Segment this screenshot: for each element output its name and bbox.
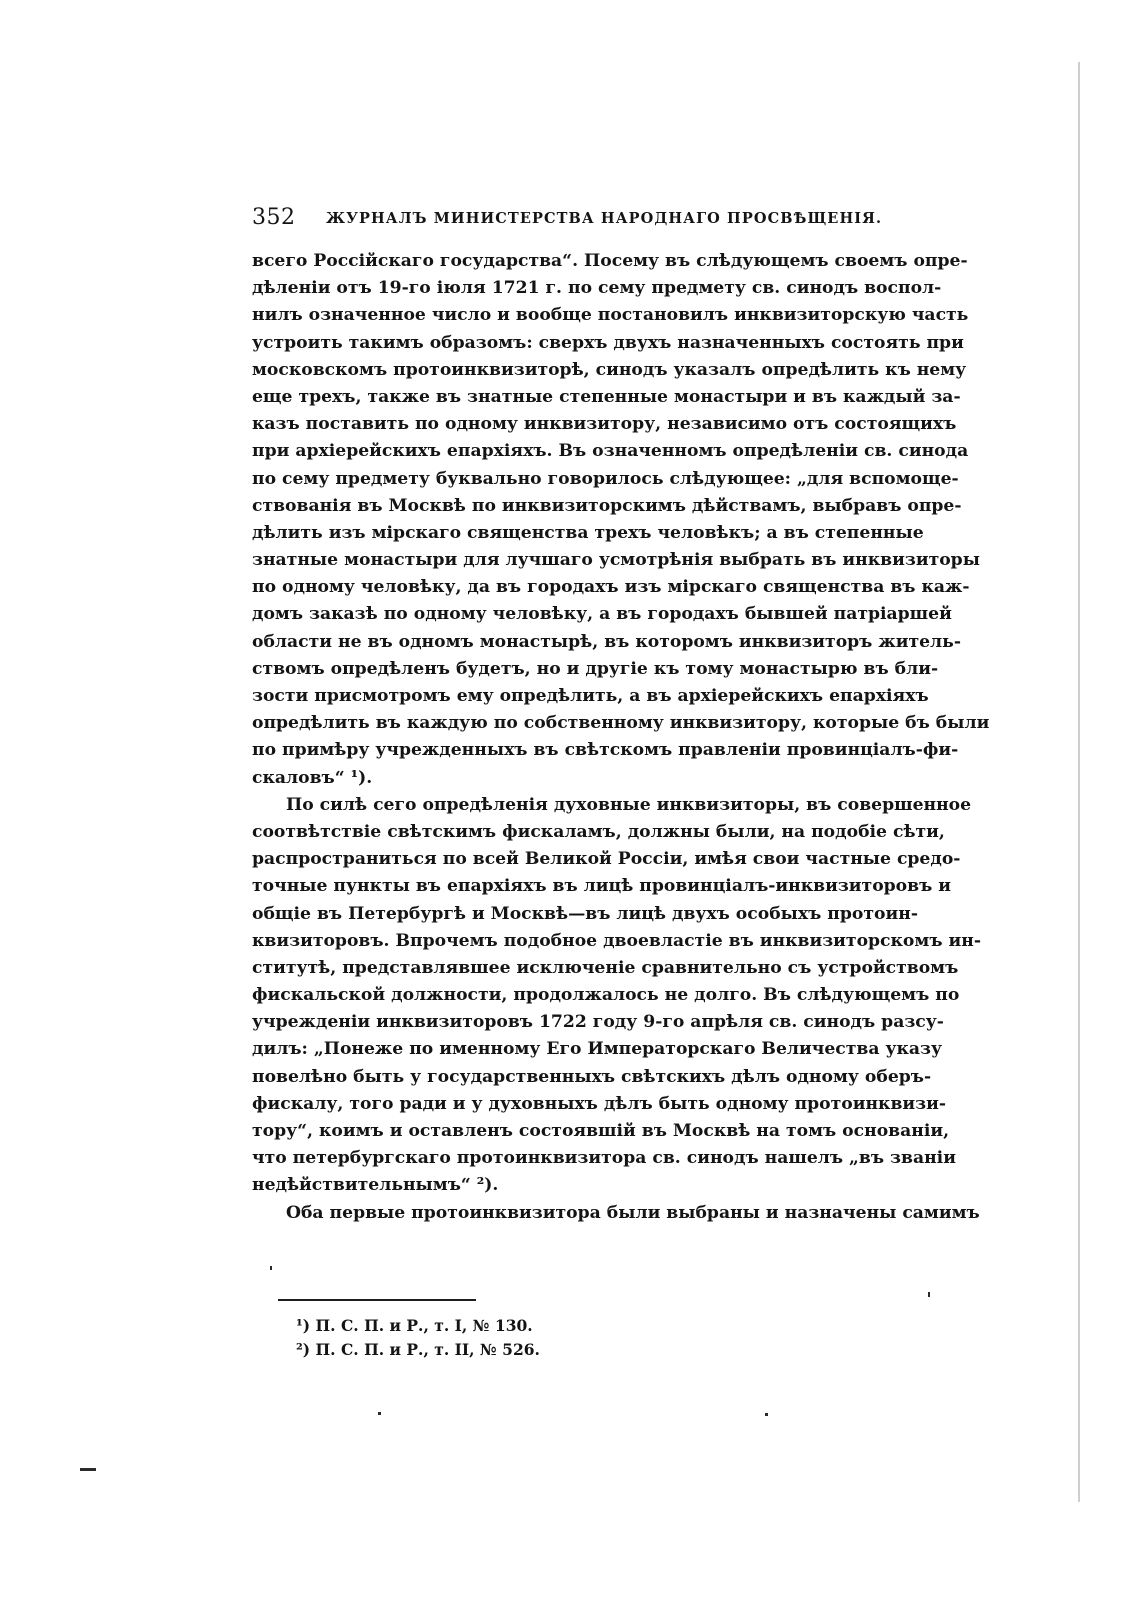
text-line: недѣйствительнымъ“ ²). — [252, 1175, 499, 1196]
page-header — [252, 205, 882, 235]
text-line: фискальской должности, продолжалось не долго. Въ слѣдующемъ по — [252, 985, 960, 1006]
text-line: ститутѣ, представлявшее исключеніе сравнительно съ устройствомъ — [252, 957, 959, 978]
footnote-rule — [278, 1299, 476, 1301]
text-line: дѣленіи отъ 19-го іюля 1721 г. по сему предмету св. синодъ воспол- — [252, 278, 942, 299]
footnotes — [296, 1314, 656, 1362]
text-line: квизиторовъ. Впрочемъ подобное двоевластіе въ инквизиторскомъ ин- — [252, 930, 981, 951]
scan-speck — [928, 1292, 930, 1297]
text-line: домъ заказѣ по одному человѣку, а въ городахъ бывшей патріаршей — [252, 604, 952, 625]
page-number: 352 — [252, 205, 296, 230]
scan-mark — [80, 1468, 96, 1471]
text-line: ствованія въ Москвѣ по инквизиторскимъ дѣйствамъ, выбравъ опре- — [252, 495, 962, 516]
text-line: при архіерейскихъ епархіяхъ. Въ означенномъ опредѣленіи св. синода — [252, 441, 969, 462]
text-line: еще трехъ, также въ знатные степенные монастыри и въ каждый за- — [252, 386, 961, 407]
text-line: тору“, коимъ и оставленъ состоявшій въ Москвѣ на томъ основаніи, — [252, 1121, 950, 1141]
text-line: зости присмотромъ ему опредѣлить, а въ архіерейскихъ епархіяхъ — [252, 686, 929, 706]
text-line: дѣлить изъ мірскаго священства трехъ человѣкъ; а въ степенные — [252, 522, 924, 543]
text-line: по одному человѣку, да въ городахъ изъ мірскаго священства въ каж- — [252, 577, 970, 598]
text-line: точные пункты въ епархіяхъ въ лицѣ провинціалъ-инквизиторовъ и — [252, 876, 952, 897]
text-line: ствомъ опредѣленъ будетъ, но и другіе къ тому монастырю въ бли- — [252, 658, 939, 679]
scan-speck — [765, 1413, 768, 1416]
scan-speck — [378, 1412, 381, 1415]
text-line: области не въ одномъ монастырѣ, въ которомъ инквизиторъ житель- — [252, 631, 961, 652]
text-line: соотвѣтствіе свѣтскимъ фискаламъ, должны были, на подобіе сѣти, — [252, 821, 945, 842]
text-line: всего Россійскаго государства“. Посему въ слѣдующемъ своемъ опре- — [252, 251, 968, 271]
paragraph-first-line: По силѣ сего опредѣленія духовные инквизиторы, въ совершенное — [286, 794, 972, 815]
body-text — [252, 248, 990, 1227]
text-line: опредѣлить въ каждую по собственному инквизитору, которые бъ были — [252, 713, 990, 734]
text-line: что петербургскаго протоинквизитора св. синодъ нашелъ „въ званіи — [252, 1148, 956, 1169]
text-line: казъ поставить по одному инквизитору, независимо отъ состоящихъ — [252, 414, 957, 435]
text-line: устроить такимъ образомъ: сверхъ двухъ назначенныхъ состоять при — [252, 332, 964, 353]
footnote: ¹) П. С. П. и Р., т. I, № 130. — [296, 1316, 533, 1335]
text-line: скаловъ“ ¹). — [252, 767, 373, 788]
text-line: нилъ означенное число и вообще постановилъ инквизиторскую часть — [252, 305, 969, 326]
text-line: знатные монастыри для лучшаго усмотрѣнія выбрать въ инквизиторы — [252, 550, 980, 571]
footnote: ²) П. С. П. и Р., т. II, № 526. — [296, 1340, 540, 1359]
running-title: ЖУРНАЛЪ МИНИСТЕРСТВА НАРОДНАГО ПРОСВѢЩЕНІЯ. — [326, 210, 883, 227]
text-line: московскомъ протоинквизиторѣ, синодъ указалъ опредѣлить къ нему — [252, 359, 967, 380]
text-line: учрежденіи инквизиторовъ 1722 году 9-го апрѣля св. синодъ разсу- — [252, 1012, 944, 1033]
text-line: фискалу, того ради и у духовныхъ дѣлъ быть одному протоинквизи- — [252, 1093, 946, 1114]
text-line: дилъ: „Понеже по именному Его Императорскаго Величества указу — [252, 1039, 942, 1060]
text-line: общіе въ Петербургѣ и Москвѣ—въ лицѣ двухъ особыхъ протоин- — [252, 903, 918, 924]
text-line: по сему предмету буквально говорилось слѣдующее: „для вспомоще- — [252, 468, 959, 489]
paragraph-first-line: Оба первые протоинквизитора были выбраны и назначены самимъ — [286, 1202, 980, 1223]
scan-speck — [270, 1266, 272, 1270]
scan-page-edge — [1078, 62, 1080, 1502]
text-line: повелѣно быть у государственныхъ свѣтскихъ дѣлъ одному оберъ- — [252, 1066, 932, 1087]
text-line: по примѣру учрежденныхъ въ свѣтскомъ правленіи провинціалъ-фи- — [252, 740, 959, 761]
text-line: распространиться по всей Великой Россіи, имѣя свои частные средо- — [252, 849, 961, 870]
